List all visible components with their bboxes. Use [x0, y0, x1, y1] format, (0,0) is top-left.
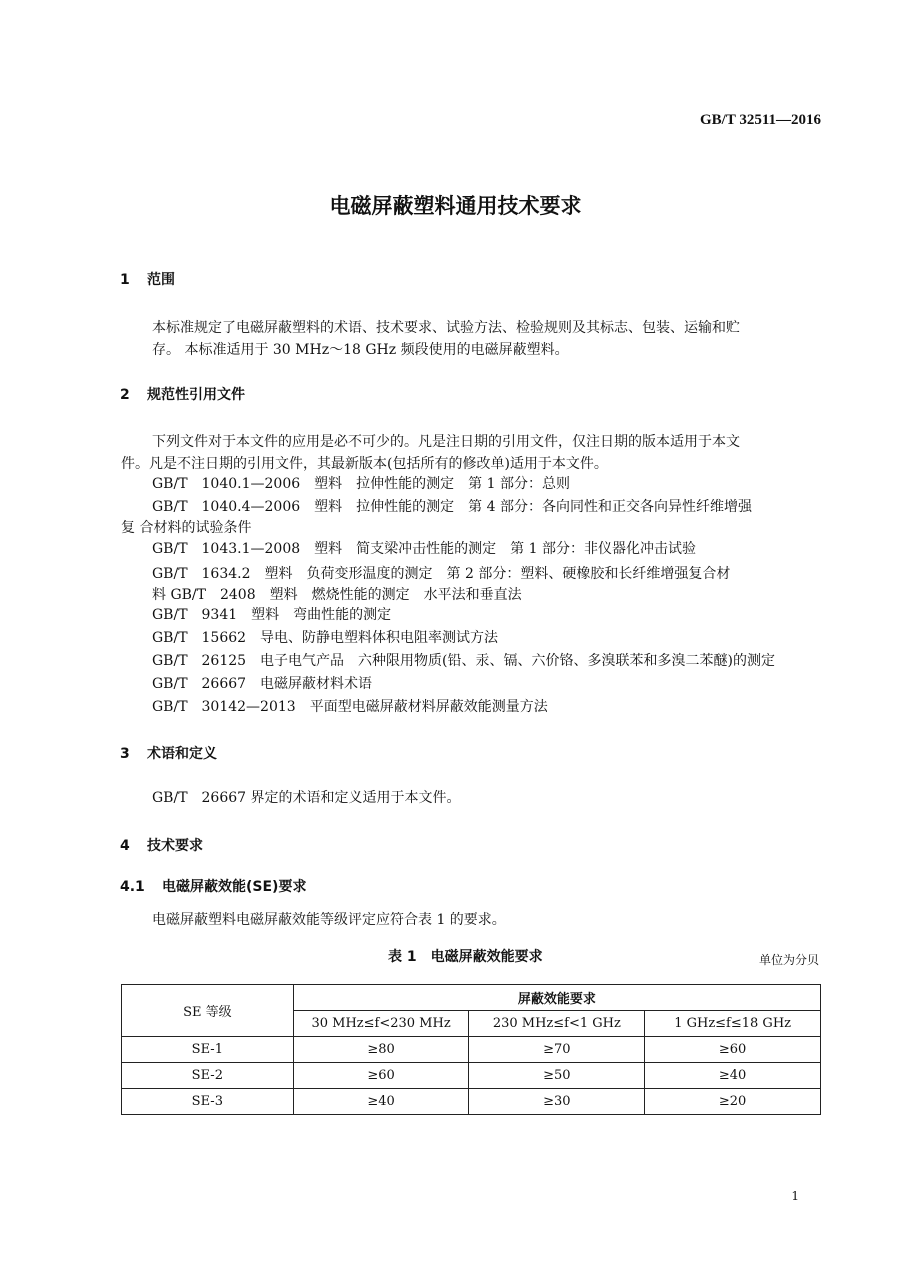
reference-item: GB/T 1040.1—2006 塑料 拉伸性能的测定 第 1 部分：总则: [152, 476, 570, 492]
standard-number: GB/T 32511—2016: [700, 112, 821, 128]
section-2-intro-line-1: 下列文件对于本文件的应用是必不可少的。凡是注日期的引用文件，仅注日期的版本适用于本文: [152, 434, 740, 450]
value-cell: ≥60: [293, 1063, 469, 1089]
value-cell: ≥80: [293, 1037, 469, 1063]
reference-item: GB/T 1634.2 塑料 负荷变形温度的测定 第 2 部分：塑料、硬橡胶和长纤维增强复合材: [152, 566, 731, 582]
reference-item: GB/T 15662 导电、防静电塑料体积电阻率测试方法: [152, 630, 499, 646]
value-cell: ≥50: [469, 1063, 645, 1089]
section-number: 4: [120, 838, 130, 854]
row-header-cell: SE 等级: [122, 985, 294, 1037]
value-cell: ≥70: [469, 1037, 645, 1063]
table-row: [122, 1089, 821, 1115]
section-3-text: GB/T 26667 界定的术语和定义适用于本文件。: [152, 790, 461, 806]
value-cell: ≥20: [645, 1089, 821, 1115]
column-header-cell: 230 MHz≤f<1 GHz: [469, 1011, 645, 1037]
section-number: 3: [120, 746, 130, 762]
grade-cell: SE-2: [122, 1063, 294, 1089]
section-title: 范围: [147, 272, 175, 288]
section-4-heading: [120, 835, 203, 855]
reference-item: GB/T 26667 电磁屏蔽材料术语: [152, 676, 373, 692]
table-header-row: [122, 985, 821, 1011]
reference-item-continuation: 复 合材料的试验条件: [121, 520, 252, 536]
section-1-heading: [120, 269, 175, 289]
se-requirements-table: [121, 984, 821, 1115]
section-3-heading: [120, 743, 217, 763]
table-row: [122, 1063, 821, 1089]
value-cell: ≥30: [469, 1089, 645, 1115]
page-number: 1: [791, 1189, 799, 1203]
section-title: 电磁屏蔽效能(SE)要求: [162, 879, 307, 895]
section-title: 术语和定义: [147, 746, 217, 762]
value-cell: ≥40: [645, 1063, 821, 1089]
grade-cell: SE-3: [122, 1089, 294, 1115]
grade-cell: SE-1: [122, 1037, 294, 1063]
section-4-1-heading: [120, 876, 306, 896]
section-4-1-text: 电磁屏蔽塑料电磁屏蔽效能等级评定应符合表 1 的要求。: [152, 912, 506, 928]
reference-item: GB/T 9341 塑料 弯曲性能的测定: [152, 607, 392, 623]
column-header-cell: 1 GHz≤f≤18 GHz: [645, 1011, 821, 1037]
section-number: 2: [120, 387, 130, 403]
reference-item: GB/T 1043.1—2008 塑料 简支梁冲击性能的测定 第 1 部分：非仪器化冲击试验: [152, 541, 696, 557]
section-number: 1: [120, 272, 130, 288]
table-row: [122, 1037, 821, 1063]
section-title: 技术要求: [147, 838, 203, 854]
column-header-cell: 30 MHz≤f<230 MHz: [293, 1011, 469, 1037]
section-1-line-1: 本标准规定了电磁屏蔽塑料的术语、技术要求、试验方法、检验规则及其标志、包装、运输和贮: [152, 320, 740, 336]
table-caption: 表 1 电磁屏蔽效能要求: [388, 949, 543, 965]
reference-item: GB/T 30142—2013 平面型电磁屏蔽材料屏蔽效能测量方法: [152, 699, 548, 715]
section-1-line-2: 存。 本标准适用于 30 MHz～18 GHz 频段使用的电磁屏蔽塑料。: [152, 342, 569, 358]
value-cell: ≥60: [645, 1037, 821, 1063]
section-number: 4.1: [120, 879, 145, 895]
document-title: 电磁屏蔽塑料通用技术要求: [329, 194, 582, 218]
section-title: 规范性引用文件: [147, 387, 245, 403]
group-header-cell: 屏蔽效能要求: [293, 985, 820, 1011]
reference-item: GB/T 1040.4—2006 塑料 拉伸性能的测定 第 4 部分：各向同性和正交各向异性纤维增强: [152, 499, 752, 515]
section-2-heading: [120, 384, 245, 404]
reference-item: GB/T 26125 电子电气产品 六种限用物质(铅、汞、镉、六价铬、多溴联苯和多溴二苯醚)的测定: [152, 653, 775, 669]
value-cell: ≥40: [293, 1089, 469, 1115]
reference-item: 料 GB/T 2408 塑料 燃烧性能的测定 水平法和垂直法: [152, 587, 522, 603]
section-2-intro-line-2: 件。凡是不注日期的引用文件，其最新版本(包括所有的修改单)适用于本文件。: [121, 456, 608, 472]
table-unit: 单位为分贝: [758, 953, 819, 967]
